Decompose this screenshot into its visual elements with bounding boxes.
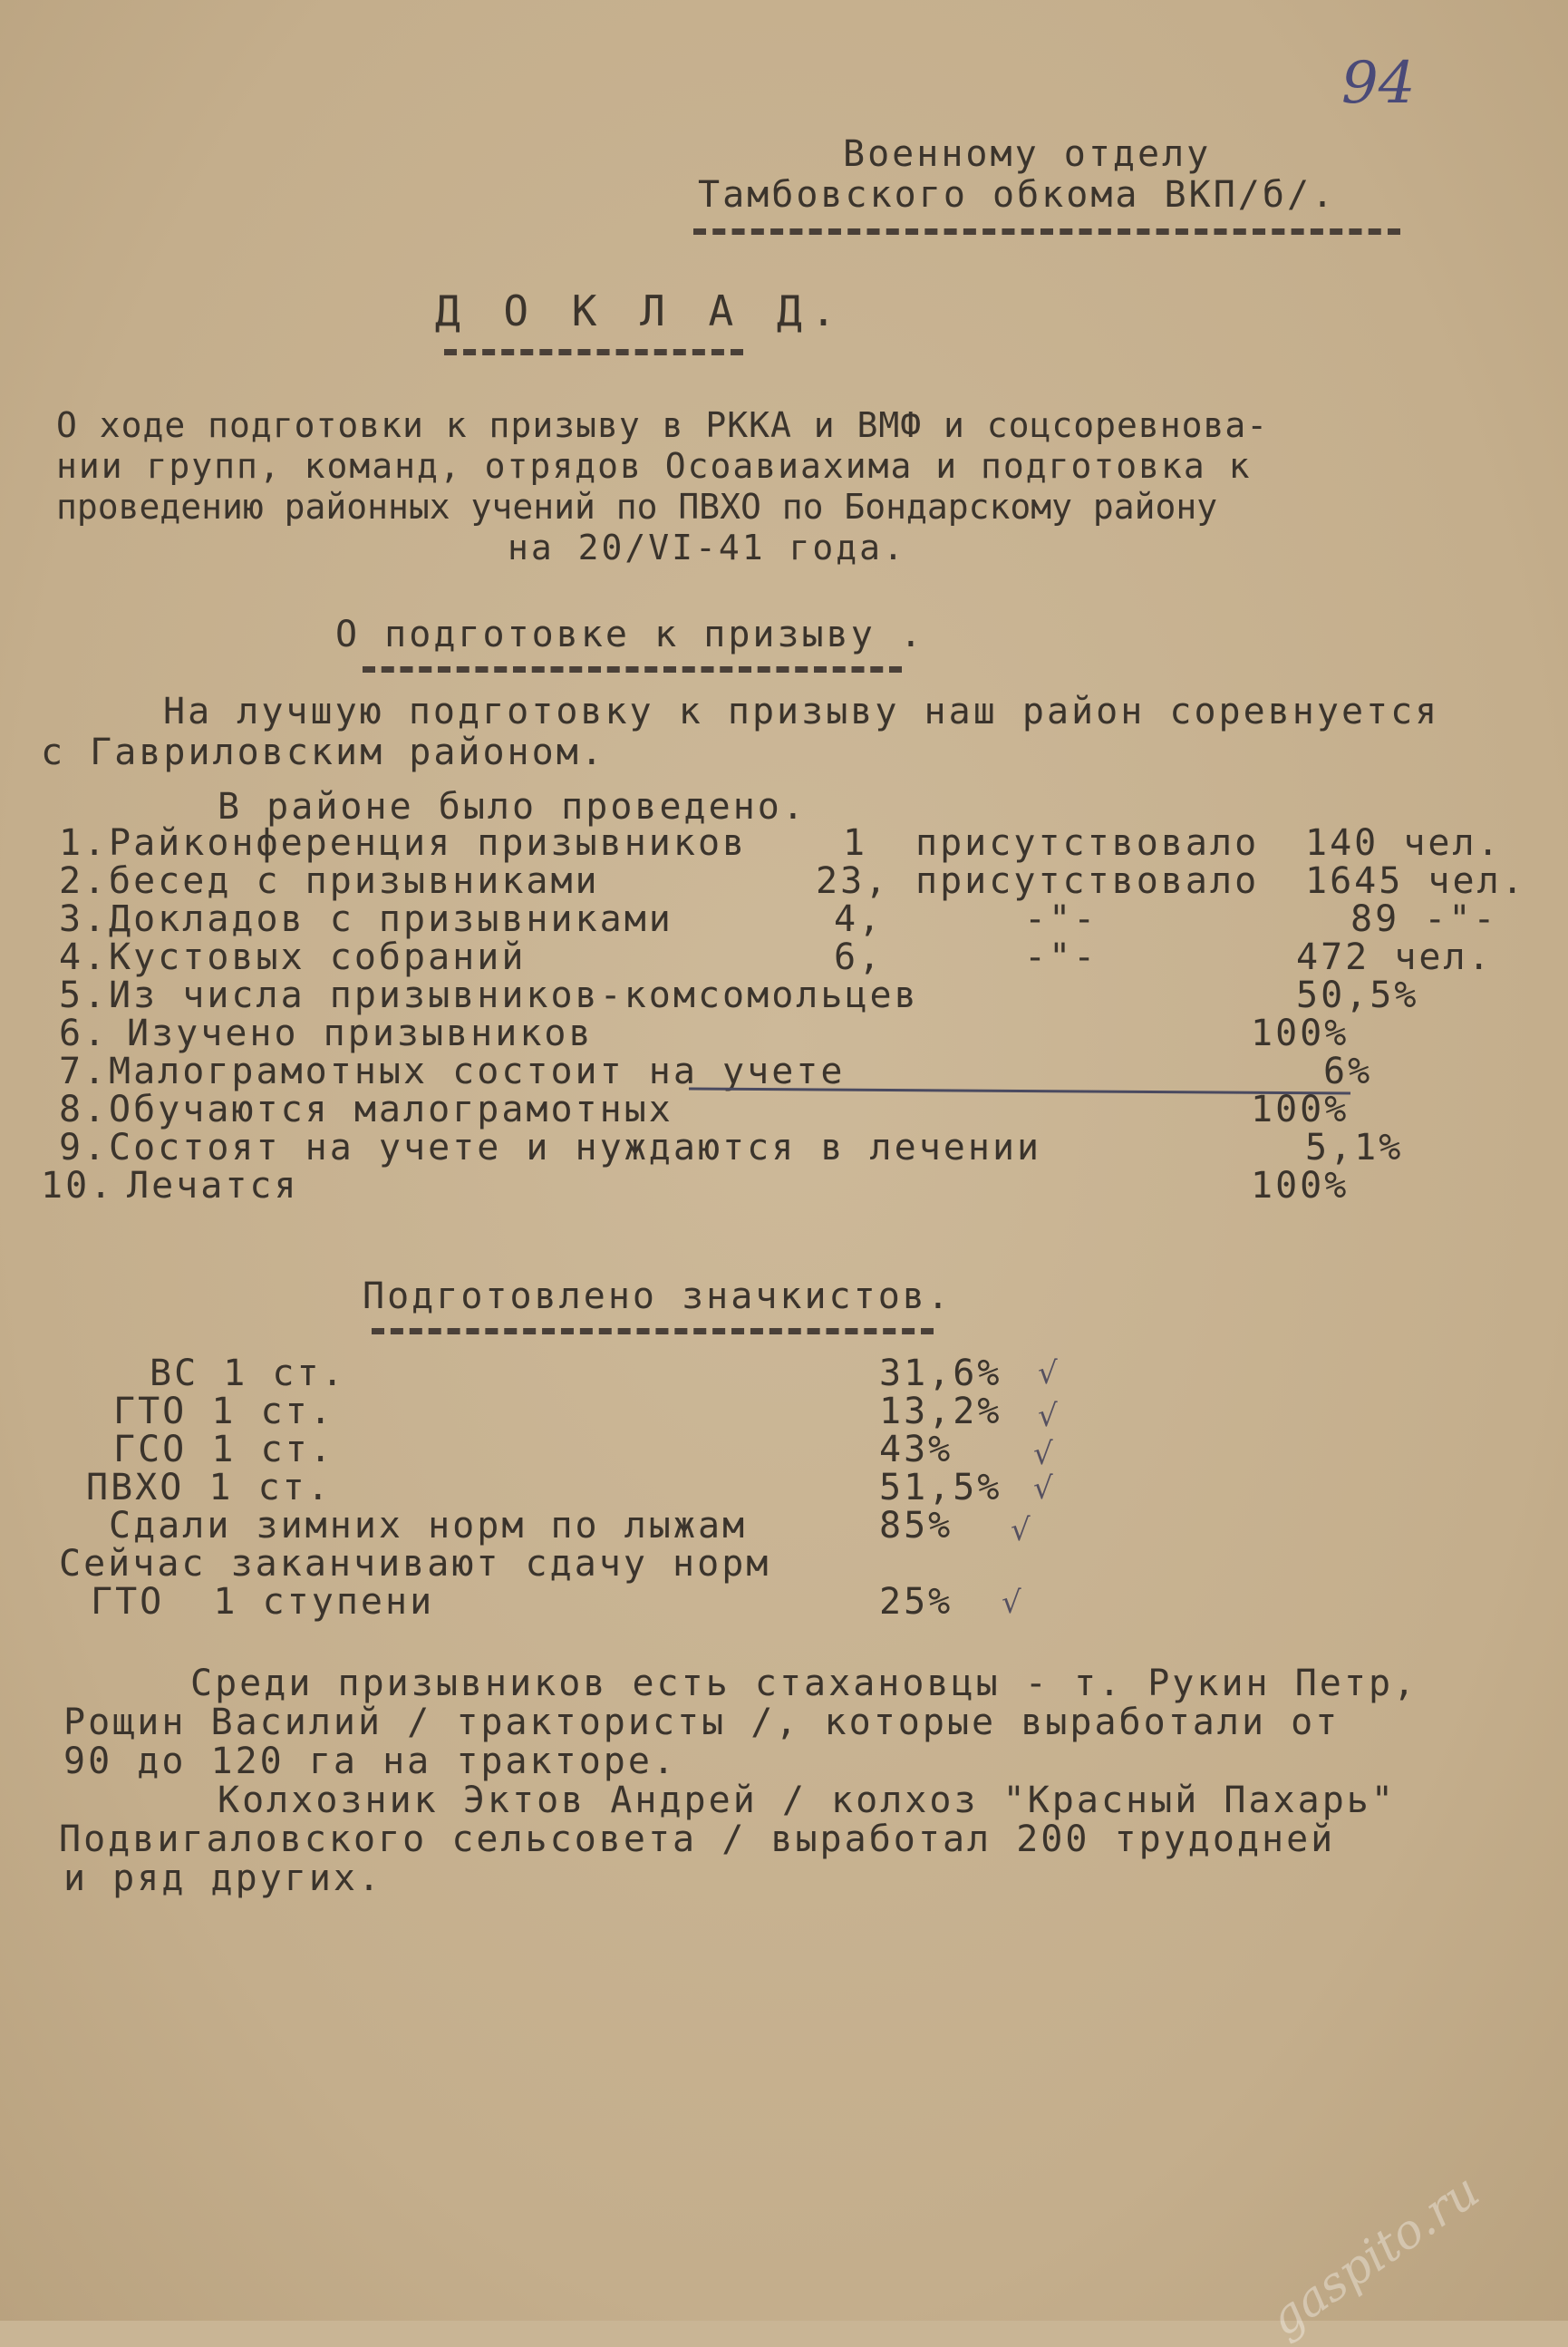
item-value: 100% [1251,1165,1350,1207]
item-note: присутствовало [915,822,1260,864]
item-value: 50,5% [1296,975,1419,1016]
row-value: 25% [879,1581,953,1623]
check-mark-icon: √ [1033,1470,1053,1507]
item-label: Изучено призывников [127,1013,594,1054]
item-number: 3. [59,898,109,940]
item-number: 8. [59,1089,109,1130]
item-label: Малограмотных состоит на учете [109,1051,846,1092]
item-number: 4. [59,936,109,978]
item-value: 1645 чел. [1305,860,1526,902]
item-label: Кустовых собраний [109,936,527,978]
row-label: ВС 1 ст. [150,1353,346,1394]
closing-line-1: Среди призывников есть стахановцы - т. Рукин Петр, [190,1663,1418,1704]
item-value: 5,1% [1305,1127,1404,1169]
item-value: 140 чел. [1305,822,1502,864]
item-count: 4, [834,898,884,940]
item-value: 100% [1251,1013,1350,1054]
item-label: Из числа призывников-комсомольцев [109,975,919,1016]
section1-para-line-2: с Гавриловским районом. [41,732,605,773]
watermark: gaspito.ru [1260,2163,1490,2347]
check-mark-icon: √ [1002,1585,1021,1621]
item-label: Состоят на учете и нуждаются в лечении [109,1127,1042,1169]
closing-line-4: Колхозник Эктов Андрей / колхоз "Красный Пахарь" [218,1780,1396,1821]
subtitle-line-3: проведению районных учений по ПВХО по Бондарскому району [56,487,1218,527]
item-note: -"- [1024,936,1099,978]
row-value: 51,5% [879,1467,1002,1508]
item-label: Лечатся [127,1165,299,1207]
item-number: 7. [59,1051,109,1092]
item-value: 6% [1323,1051,1373,1092]
item-number: 10. [41,1165,115,1207]
item-number: 1. [59,822,109,864]
check-mark-icon: √ [1038,1355,1058,1392]
section1-intro: В районе было проведено. [218,786,807,828]
closing-line-5: Подвигаловского сельсовета / выработал 200 трудодней [59,1818,1336,1860]
check-mark-icon: √ [1011,1512,1031,1548]
closing-line-3: 90 до 120 га на тракторе. [63,1741,678,1782]
addressee-line-1: Военному отделу [843,133,1212,175]
item-value: 100% [1251,1089,1350,1130]
item-label: Обучаются малограмотных [109,1089,673,1130]
page-number: 94 [1341,50,1416,117]
title-underline [444,349,743,355]
item-value: 472 чел. [1296,936,1493,978]
closing-line-6: и ряд других. [63,1857,383,1899]
row-value: 31,6% [879,1353,1002,1394]
check-mark-icon: √ [1033,1436,1053,1472]
section2-heading-underline [372,1328,934,1334]
row-value: 43% [879,1429,953,1470]
subtitle-line-4: на 20/VI-41 года. [508,528,906,567]
row-label: ПВХО 1 ст. [86,1467,332,1508]
extra-line-1: Сейчас заканчивают сдачу норм [59,1543,771,1585]
row-label: Сдали зимних норм по лыжам [109,1505,748,1547]
row-label: ГСО 1 ст. [113,1429,334,1470]
check-mark-icon: √ [1038,1398,1058,1434]
item-number: 6. [59,1013,109,1054]
item-label: Райконференция призывников [109,822,748,864]
item-label: бесед с призывниками [109,860,600,902]
subtitle-line-1: О ходе подготовки к призыву в РККА и ВМФ и соцсоревнова- [56,405,1269,445]
item-number: 5. [59,975,109,1016]
subtitle-line-2: нии групп, команд, отрядов Осоавиахима и подготовка к [56,446,1252,486]
item-value: 89 -"- [1350,898,1498,940]
section1-para-line-1: На лучшую подготовку к призыву наш район соревнуется [163,691,1440,732]
item-label: Докладов с призывниками [109,898,673,940]
addressee-underline [693,228,1400,235]
addressee-line-2: Тамбовского обкома ВКП/б/. [698,174,1337,216]
row-label: ГТО 1 ст. [113,1391,334,1432]
section2-heading: Подготовлено значкистов. [363,1275,952,1317]
item-number: 2. [59,860,109,902]
section1-heading: О подготовке к призыву . [335,614,924,655]
row-value: 13,2% [879,1391,1002,1432]
item-note: присутствовало [915,860,1260,902]
document-title: Д О К Л А Д. [435,286,846,335]
item-count: 1 [843,822,868,864]
row-value: 85% [879,1505,953,1547]
row-label: ГТО 1 ступени [91,1581,435,1623]
item-count: 23, [816,860,890,902]
section1-heading-underline [363,666,902,673]
closing-line-2: Рощин Василий / трактористы /, которые выработали от [63,1702,1341,1743]
item-number: 9. [59,1127,109,1169]
item-count: 6, [834,936,884,978]
item-note: -"- [1024,898,1099,940]
